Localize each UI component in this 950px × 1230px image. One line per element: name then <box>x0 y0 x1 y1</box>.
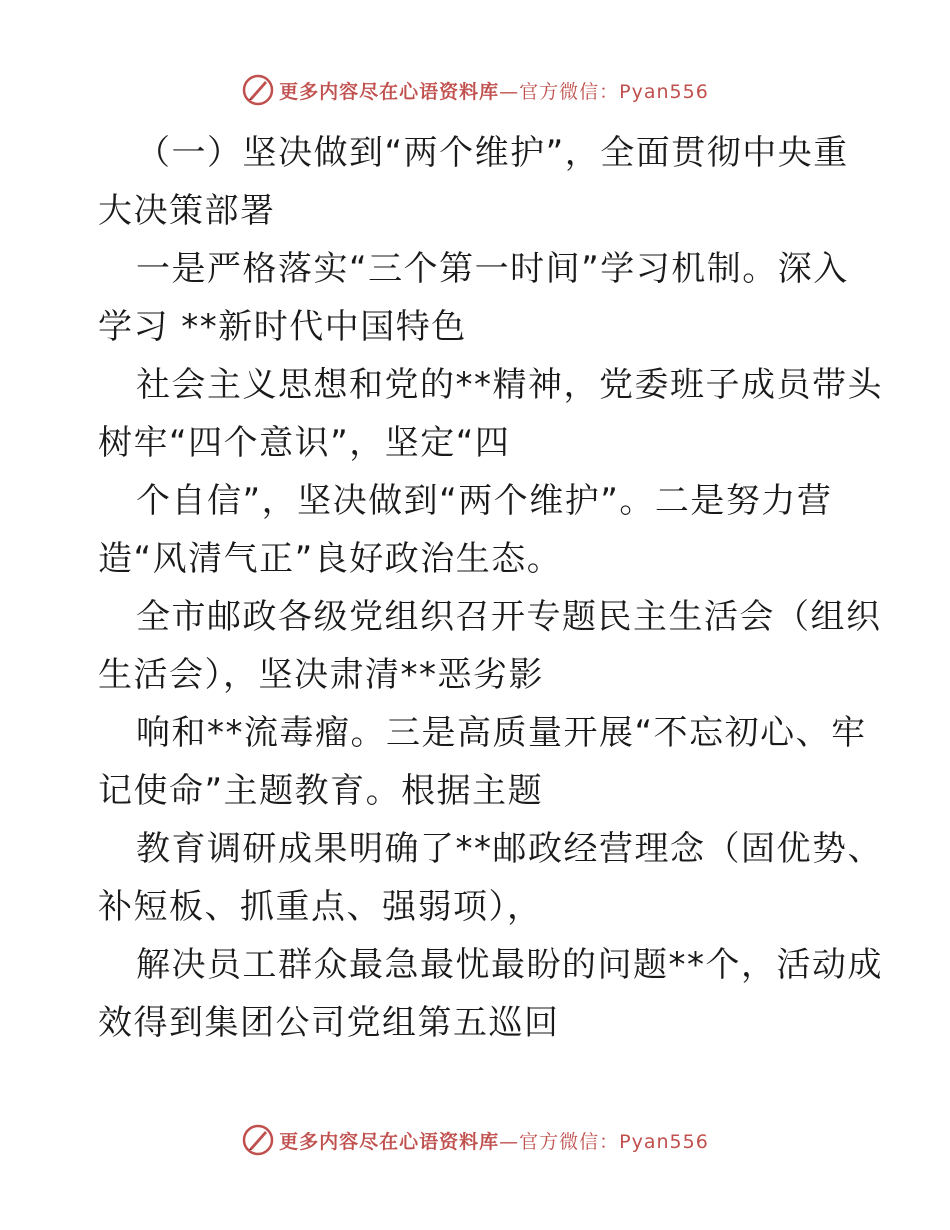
watermark-sub-text: —官方微信：Pyan556 <box>499 1130 709 1153</box>
text-line: 响和**流毒瘤。三是高质量开展“不忘初心、牢 <box>136 713 867 753</box>
text-line: 全市邮政各级党组织召开专题民主生活会（组织 <box>136 597 882 637</box>
quill-logo-icon <box>241 1123 275 1157</box>
quill-logo-icon <box>241 73 275 107</box>
document-body <box>98 124 883 1052</box>
watermark-sub-text: —官方微信：Pyan556 <box>499 80 709 103</box>
watermark-main-text: 更多内容尽在心语资料库 <box>279 1130 500 1153</box>
text-line: 树牢“四个意识”，坚定“四 <box>98 423 511 463</box>
text-line: 大决策部署 <box>98 191 276 231</box>
text-line: 学习 **新时代中国特色 <box>98 307 467 347</box>
text-line: 补短板、抓重点、强弱项）， <box>98 887 543 927</box>
footer-watermark <box>0 1120 950 1160</box>
text-line: 解决员工群众最急最忧最盼的问题**个，活动成 <box>136 945 883 985</box>
text-line: 生活会），坚决肃清**恶劣影 <box>98 655 544 695</box>
text-line: 社会主义思想和党的**精神，党委班子成员带头 <box>136 365 883 405</box>
text-line: （一）坚决做到“两个维护”，全面贯彻中央重 <box>136 133 849 173</box>
text-line: 一是严格落实“三个第一时间”学习机制。深入 <box>136 249 849 289</box>
text-line: 效得到集团公司党组第五巡回 <box>98 1003 560 1043</box>
text-line: 记使命”主题教育。根据主题 <box>98 771 544 811</box>
watermark-main-text: 更多内容尽在心语资料库 <box>279 80 500 103</box>
text-line: 造“风清气正”良好政治生态。 <box>98 539 563 579</box>
text-line: 个自信”，坚决做到“两个维护”。二是努力营 <box>136 481 833 521</box>
header-watermark <box>0 70 950 110</box>
text-line: 教育调研成果明确了**邮政经营理念（固优势、 <box>136 829 883 869</box>
